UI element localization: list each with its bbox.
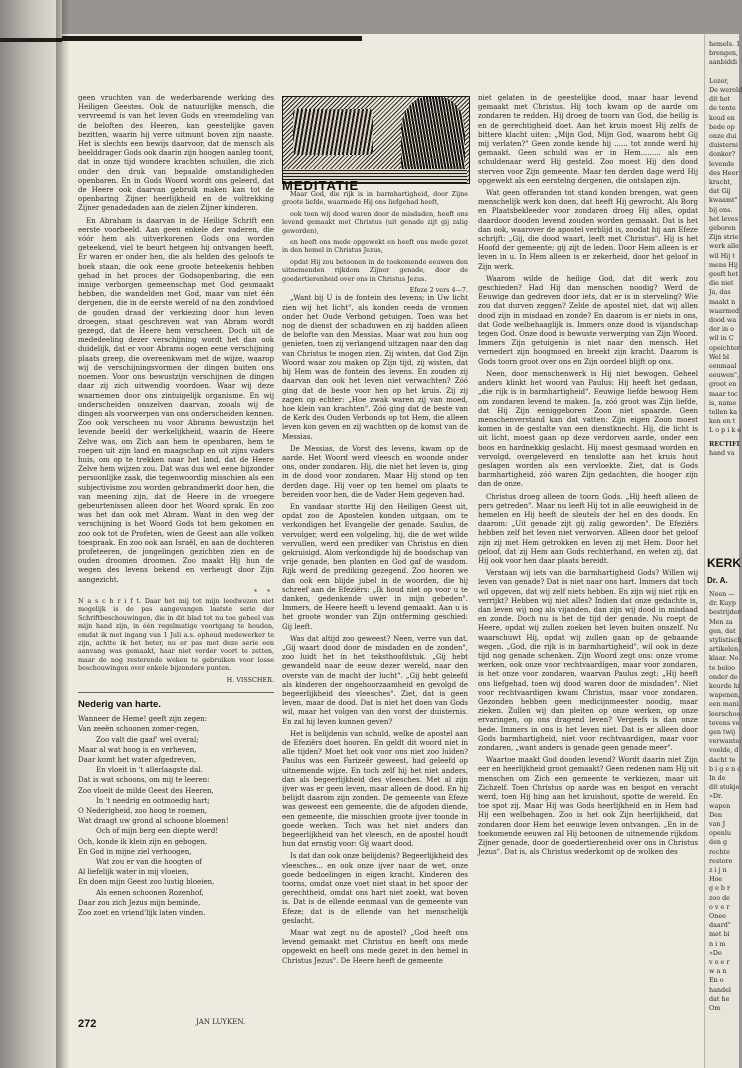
poem-author: JAN LUYKEN. — [196, 1018, 246, 1026]
next-page-text-fragment: is, name — [709, 398, 737, 407]
next-page-text-fragment: aanbiddi — [709, 58, 738, 67]
paragraph: Is dat dan ook onze belijdenis? Begeerlijkheid des vleesches... en ook onze ijver naar de wet, onze goede bedoelingen in eigen kracht. Kinderen des toorns, omdat onze voet niet staat in het spoor der gerechtheid, omdat ons hart niet zoekt, wat boven is. Dat is de ellende eenmaal van de gemeente van Efeze; dat is de ellende van het menschelijk geslacht. — [282, 852, 468, 925]
next-page-text-fragment: werk alle — [709, 242, 739, 251]
next-page-text-fragment: eeuwen", — [709, 371, 740, 380]
paragraph: En Abraham is daarvan in de Heilige Schrift een eerste voorbeeld. Aan geen enkele der vaderen, die vóór hem als uitverkorenen Gods ons worden geteekend, viel te beurt hetgeen hij ontvangen heeft. Er waren er onder hen, die als helden des geloofs te boek staan, die ook eene groote beteekenis hebben gehad in het proces der Godsopenbaring, die een innige verborgen gemeenschap met God gesmaakt hebben, die wandelden met God, maar van niet één dergenen, die in de eerste wereld of na den zondvloed de gouden draad der verkiezing door hun leven droegen, staat geschreven wat van Abram wordt gezegd, dat de Heere hem verscheen. Doch uit de mededeeling dezer verschijning wordt het dan ook duidelijk, dat er voor Abrams oogen eene verschijning plaats greep, die overeenkwam met de wijze, waarop wij de verschijningsvormen der dingen buiten ons noemen. Voor ons bewustzijn verschijnen de dingen daar zij zich uitwendig voordoen. Waar wij deze waarnemen door ons zintuigelijk organisme. En wij onderscheiden onszelven daarvan, zooals wij de dingen als voorwerpen van ons onderscheiden kennen. Zoo ook verscheen nu voor Abrams bewustzijn het levende beeld der werkelijkheid, waarin de Heere Zelve was, om Zich aan hem te openbaren, hem te roepen uit zijn land en maagschap en uit zijns vaders huis, om op te trekken naar het land, dat de Heere Zelve hem wijzen zou. Dat was dus wel eene bijzonder persoonlijke zaak, die tegenwoordig misschien als een subjectivisme zou worden gebrandmerkt door hen, die van meening zijn, dat de Heere in de vroegere gebeurtenissen alleen door het Woord sprak. En zoo was het dan ook met Abram. Want in den weg der verschijning is het Woord Gods tot hem gekomen en zoo ook tot de Profeten, wien de Geest aan alle volken toespraak. En zoo ook aan Israël, en aan de dochteren profeteeren, de jongelingen gezichten zien en de ouden droomen droomen. Zoo maakt Hij hun de wegen des levens bekend en verheugt door Zijn aangezicht. — [78, 216, 274, 584]
next-page-text-fragment: dat Gij — [709, 187, 731, 196]
next-page-text-fragment: groot en — [709, 380, 737, 389]
next-page-text-fragment: bestrijder — [709, 608, 741, 617]
next-page-text-fragment: stylistisch — [709, 636, 742, 644]
postscript-note: N a s c h r i f t. Daar het mij tot mijn leedwezen niet mogelijk is de pas aangevangen laatste serie der Schriftbeschouwingen, die in dit blad tot nu toe geheel van mijn hand zijn, in één regelmatige voortgang te houden, omdat ik met ingang van 1 Juli a.s. ophoud medewerker te zijn, achtte ik het beter, nu er pas met deze serie een aanvang was gemaakt, haar niet verder voort te zetten, maar de nog resterende weken te gebruiken voor losse beschouwingen over enkele bijzondere punten. — [78, 596, 274, 673]
poem-line: Maar al wat hoog is en verheven, — [78, 745, 197, 754]
next-page-text-fragment: Om — [709, 1004, 721, 1012]
next-page-text-fragment: ken en t — [709, 417, 736, 426]
next-page-author-fragment: Dr. A. — [707, 576, 728, 585]
next-page-text-fragment: zoo de — [709, 893, 730, 902]
next-page-text-fragment: opeichter — [709, 343, 740, 352]
column-divider — [78, 692, 274, 693]
next-page-text-fragment: Hoe — [709, 875, 723, 884]
next-page-text-fragment: Lezer, — [709, 76, 729, 85]
next-page-text-fragment: den g — [709, 838, 728, 847]
poem-line: Zoo valt die gaaf' wel overal; — [96, 735, 199, 744]
next-page-text-fragment: z i j n — [709, 866, 727, 874]
poem-line: Och, konde ik klein zijn en gebogen, — [78, 837, 208, 846]
next-page-rectification-fragment: hand va — [709, 448, 735, 457]
next-page-text-fragment: dacht te — [709, 755, 736, 764]
poem-line: Als eenen schoonen Rozenhof, — [96, 888, 204, 897]
next-page-text-fragment: Zijn strie — [709, 233, 739, 242]
paragraph: Waarom wilde de heilige God, dat dit werk zou geschieden? Had Hij dan menschen noodig? Werd de Eeuwige dan gedreven door iets, dat er is in sterveling? Wie zou dat durven zeggen? Zelde de apostel niet, dat wij allen dood zijn in misdaad en zonde? En daarom is er niets in ons, dat Gode welbehaaglijk is. Immers onze dood is vijandschap tegen God. Onze dood is bewuste verwerping van Zijn Woord. Immers Zijn getuigenis is niet naar den mensch. Het vernedert zijn hoogmoed en breekt zijn kracht. Daarom is Gods toorn groot over ons en Zijn oordeel blijft op ons. — [478, 274, 698, 366]
next-page-text-fragment: n i m — [709, 939, 726, 948]
next-page-text-fragment: tevens ve — [709, 718, 740, 727]
paragraph: Verstaan wij iets van die barmhartigheid Gods? Willen wij leven van genade? Dat is niet naar ons hart. Immers dat toch wil opgeven, dat wij zelf niets hebben. En zijn wij niet rijk en verrijkt? Hebben wij niet alles? Indien dat onze gedachte is, dan leven wij nog als vijanden, dan zijn wij dood in misdaad en zonde. Doch nu is het de tijd der genade. Nu roept de Heere, opdat wij zullen zoeken het leven buiten onszelf. Nu waarschuwt Hij, opdat wij zullen gaan op de gebaande wegen. „God, die rijk is in barmhartigheid", wil ook in deze tijd nog genade schenken. Zijn Woord zegt ons: onze vrome werken, ook onze voor rechtvaardigen, maar voor zondaren, is het onze voor zondaren, waarvan Paulus zegt: „Hij heeft ons liefgehad, toen wij dood waren door de misdaden". Niet voor rechtvaardigen kwam Christus, maar voor zondaren. Gezonden hebben geen medicijnmeester noodig, maar zieken. Zullen wij dan pleiten op onze werken, op onze ervaringen, op ons dragend leven? Vergeefs is dan onze bede. Immers in ons is het leven niet. Dat is er alleen door Gods barmhartigheid, niet voor rechtvaardigen, maar voor zondaren, „want anders is genade geen genade meer". — [478, 569, 698, 753]
poem-line: Daar zou zich Jezus mijn beminde, — [78, 898, 201, 907]
poem-line: En God in mijne ziel verhoogen, — [78, 847, 192, 856]
next-page-text-fragment: g e b r — [709, 884, 731, 893]
next-page-text-fragment: dat he — [709, 994, 730, 1003]
previous-page-edge — [0, 0, 62, 1068]
next-page-text-fragment: Men za — [709, 617, 733, 626]
next-page-text-fragment: de tente — [709, 104, 736, 113]
poem-lines — [78, 714, 274, 918]
next-page-text-fragment: dr. Kuyp — [709, 599, 736, 608]
next-page-text-fragment: verwante: — [709, 737, 742, 746]
next-page-text-fragment: waarmed — [709, 306, 740, 315]
next-page-text-fragment: handel — [709, 985, 731, 994]
paragraph: Was dat altijd zoo geweest? Neen, verre van dat. „Gij waart dood door de misdaden en de zonden", zoo luidt het in het teksthoofdstuk. „Gij hebt gewandeld naar de eeuw dezer wereld, naar den overste van de macht der lucht". „Gij hebt geleefd als kinderen der ongehoorzaamheid en gevolgd de begeerlijkheid des vleesches". Ziet, dat is geen leven, maar de dood. Dat is niet het doen van Gods wil, maar het volgen van den vorst der duisternis. En zal hij leven kunnen geven? — [282, 634, 468, 726]
paragraph: Wat geen offeranden tot stand konden brengen, wat geen menschelijk werk kon doen, dat heeft Hij gewrocht. Als Borg en Plaatsbekleeder voor zondaren droeg Hij alles, opdat daardoor dooden levend zouden worden gemaakt. Dat is het dan ook, waarover de apostel verblijd is, zoodat hij aan Efeze schrijft: „Gij, die dood waart, leeft met Christus". Hij is het Hoofd der gemeente; gij zijt de leden. Door Hem alleen is er leven in u. In Hem alleen is er zekerheid, door het geloof in Zijn werk. — [478, 189, 698, 271]
poem-title: Nederig van harte. — [78, 699, 161, 710]
poem-line: Al liefelijk water in mij vloeien, — [78, 868, 189, 877]
next-page-text-fragment: duisterni — [709, 141, 739, 150]
next-page-text-fragment: leerschoo — [709, 709, 741, 718]
poem-line: In 't needrig en ootmoedig hart; — [96, 796, 210, 805]
next-page-text-fragment: Den — [709, 810, 723, 819]
poem-line: Wat zou er van die hoogten of — [96, 858, 203, 867]
next-page-text-fragment: Wel bl — [709, 352, 730, 361]
meditation-title: MEDITATIE — [282, 178, 360, 193]
next-page-text-fragment: tellen ka — [709, 408, 738, 416]
next-page-text-fragment: wapen — [709, 801, 731, 810]
poem-line: Och of mijn berg een diepte werd! — [96, 827, 219, 836]
next-page-rectification-fragment: RECTIFI — [709, 439, 740, 448]
paragraph: De Messias, de Vorst des levens, kwam op de aarde. Het Woord werd vleesch en woonde onder ons, onder zondaren. Hij, die niet het leven is, ging in de dood voor zondaren. Maar Hij stond op ten derden dage. Hij voer op ten hemel om plaats te bereiden voor hen, die de Vader Hem gegeven had. — [282, 444, 468, 499]
next-page-text-fragment: geboren — [709, 224, 736, 232]
next-page-text-fragment: dood wa — [709, 316, 737, 324]
header-rule — [62, 36, 362, 41]
poem-line: Zoo zoet en vriend'lijk laten vinden. — [78, 909, 206, 918]
poem-line: En doen mijn Geest zoo lustig bloeien, — [78, 878, 215, 887]
next-page-text-fragment: w a n — [709, 967, 727, 976]
poem — [78, 700, 274, 1030]
next-page-text-fragment: restore — [709, 856, 733, 865]
scripture-reference: Efeze 2 vers 4—7. — [409, 286, 468, 295]
right-column — [478, 94, 698, 1008]
next-page-text-fragment: v o e r — [709, 958, 730, 966]
next-page-edge — [704, 34, 742, 1068]
poem-line: O Nederigheid, zoo hoog te roemen, — [78, 807, 208, 816]
next-page-text-fragment: onder de — [709, 672, 738, 681]
next-page-text-fragment: eenmaal — [709, 362, 737, 370]
next-page-text-fragment: maar toc — [709, 389, 738, 398]
paragraph: Christus droeg alleen de toorn Gods. „Hij heeft alleen de pers getreden". Maar nu leeft Hij tot in alle eeuwigheid in de hemelen en Hij heeft de sleutels der hel en des doods. En daarom: „Uit genade zijt gij zalig geworden". De Efeziërs hebben zelf het leven niet verworven. Alleen door het geloof zijn zij met Hem getrokken en leven zij met Hem. Door het geloof, dat zij Hem aan Gods rechterhand, en weten zij, dat Hij ook voor hen daar plaats bereidt. — [478, 492, 698, 565]
paragraph: geen vruchten van de wederbarende werking des Heiligen Geestes. Ook de natuurlijke mensch, die vervreemd is van het leven Gods en vreemdeling van de beloften des Heeren, kan geestelijke gaven bezitten, waarin hij verre uitmunt boven zijn naaste. Het is slechts een bewijs daarvoor, dat de mensch als beelddrager Gods ook daarin zijn hoogen aanleg toont, dat in onze tijd wondere krachten schuilen, die zich onder den druk van bepaalde omstandigheden openbaren. En in Gods Woord wordt ons geleerd, dat de Heere ook daarvan gebruik maken kan tot de openbaring Zijner heerlijkheid en de voltrekking Zijner genadedaden aan de zielen Zijner kinderen. — [78, 94, 274, 213]
left-column — [78, 94, 274, 696]
next-page-text-fragment: het leves — [709, 214, 738, 223]
next-page-text-fragment: b i g e n c — [709, 764, 741, 773]
next-page-text-fragment: L o p i k e — [709, 426, 742, 435]
paragraph: Maar wat zegt nu de apostel? „God heeft ons levend gemaakt met Christus en heeft ons mede opgewekt en heeft ons mede gezet in den hemel in Christus Jezus". De Heere heeft de gemeente — [282, 929, 468, 965]
next-page-text-fragment: »De — [709, 948, 722, 957]
next-page-text-fragment: wapenen, — [709, 691, 741, 700]
next-page-text-fragment: En o — [709, 976, 724, 985]
next-page-text-fragment: gen, dat — [709, 626, 736, 635]
next-page-heading-fragment: KERK — [707, 556, 742, 570]
page-number: 272 — [78, 1018, 97, 1030]
poem-line: Dat is wat schoons, om mij te leeren: — [78, 776, 210, 785]
next-page-text-fragment: levende — [709, 159, 735, 168]
next-page-text-fragment: geeft het — [709, 270, 739, 278]
next-page-text-fragment: te beloo — [709, 663, 735, 672]
poem-line: Daar komt het water afgedreven, — [78, 756, 197, 765]
scripture-quote-verse: en heeft ons mede opgewekt en heeft ons mede gezet in den hemel in Christus Jezus, — [282, 238, 468, 255]
next-page-text-fragment: klaar. No — [709, 654, 739, 663]
meditation-woodcut-illustration — [282, 96, 470, 184]
paragraph: En vandaar stortte Hij den Heiligen Geest uit, opdat zoo de Apostelen konden uitgaan, om te verkondigen het Evangelie der genade. Saulus, de vervolger, werd een volgeling, hij, die de wet wilde vervullen, werd een prediker van Christus en dien gekruisigd. Alom verkondigde hij de boodschap van vrije genade, ben planten en God gaf de wasdom. Rijk werd de prediking gezegend. Zoo hooren we dan ook een blijde jubel in de woorden, die hij schreef aan de Efeziërs: „Ik houd niet op voor u te danken, gedenkende uwer in mijn gebeden". Immers, de Heere heeft u levend gemaakt. Aan u is het groote wonder van Zijn ontferming geschied: Gij leeft. — [282, 502, 468, 631]
paragraph: Het is belijdenis van schuld, welke de apostel aan de Efeziërs doet hooren. En geldt dit woord niet in alle tijden? Moet het ook voor ons niet zoo luiden? Paulus was een Farizeër geweest, had geleefd op uitnemende wijze. En toch zelf hij het niet anders, dan als begeerlijkheid des vleesches. Met al zijn ijver was er geen leven, maar alleen de dood. En hij belijdt daarom zijn zonden. De gemeente van Efeze was geweest een gemeente, die de afgoden diende, een gemeente, die misschien groote ijver toonde in goede werken. Toch was het niet anders dan begeerlijkheid van het vleesch, en de apostel houdt hun dat ernstig voor: Gij waart dood. — [282, 729, 468, 849]
next-page-text-fragment: De wereld — [709, 86, 742, 94]
next-page-text-fragment: hemels. 1 — [709, 40, 741, 48]
previous-page-rule — [0, 38, 62, 42]
next-page-text-fragment: van J — [709, 820, 726, 828]
next-page-text-fragment: wil in C — [709, 334, 734, 343]
next-page-text-fragment: onze dui — [709, 132, 737, 140]
meditation-column — [282, 190, 468, 1008]
woodcut-landscape — [293, 109, 373, 155]
next-page-text-fragment: koud en — [709, 113, 735, 122]
paragraph: niet gelaten in de geestelijke dood, maar haar levend gemaakt met Christus. Hij toch kwam op de aarde om zondaren te redden. Hij droeg de toorn van God, die heilig is en de gerechtigheid doet. Aan het kruis moest Hij zelfs de bittere klacht uiten: „Mijn God, Mijn God, waarom hebt Gij mij verlaten?" Geen zonde kende hij ...... tot zonde werd hij gemaakt. Geen schuld was er in Hem......... als een schuldenaar werd Hij gesteld. Zoo moest Hij den dood sterven voor Zijn gemeente. Maar ten derden dage werd Hij opgewekt als een eerstelng dergenen, die ontslapen zijn. — [478, 94, 698, 185]
poem-line: En vloeit in 't allerlaagste dal. — [96, 766, 203, 775]
next-page-text-fragment: kracht, — [709, 178, 733, 186]
next-page-text-fragment: maakt n — [709, 297, 736, 306]
paragraph: Waartoe maakt God dooden levend? Wordt daarin niet Zijn eer en heerlijkheid groot gemaakt? Geen redenen nam Hij uit menschen om Zich een gemeente te verkiezen, maar uit Zichzelf. Toen Christus op aarde was en bespot en veracht werd, toen Hij hing aan het kruishout, spotte de wereld. En toe spot zij. Maar Hij was Gods heerlijkheid en in Hem had Hij een welbehagen. Zoo is het ook Zijn heerlijkheid, dat zondaren door Hem het eeuwige leven ontvangen. „En in de toekomende eeuwen zal Hij betoonen de uitnemende rijkdom Zijner genade, door de goedertierenheid over ons in Christus Jezus". Dat is, als Christus wederkomt op de wolken des — [478, 756, 698, 857]
section-asterisks: * * — [254, 588, 274, 596]
scripture-quote-verse: opdat Hij zou betoonen in de toekomende eeuwen den uitnemenden rijkdom Zijner genade, door de goedertierenheid over ons in Christus Jezus. — [282, 257, 468, 283]
next-page-text-fragment: voelde, d — [709, 746, 739, 755]
next-page-text-fragment: Ja, das — [709, 288, 731, 297]
next-page-text-fragment: Onee — [709, 912, 726, 920]
next-page-text-fragment: donker? — [709, 150, 736, 159]
next-page-text-fragment: een mani — [709, 700, 739, 709]
next-page-text-fragment: keurde hi — [709, 682, 740, 690]
next-page-text-fragment: dit het — [709, 95, 731, 104]
binding-gutter — [56, 0, 70, 1068]
poem-line: Van zeeën schoonen zomer-regen, — [78, 725, 200, 734]
next-page-text-fragment: kwaamt" — [709, 196, 738, 205]
next-page-text-fragment: rechte — [709, 847, 730, 856]
next-page-text-fragment: openlu — [709, 829, 731, 838]
next-page-text-fragment: gen twij — [709, 728, 736, 736]
scripture-quote-verse: ook toen wij dood waren door de misdaden, heeft ons levend gemaakt met Christus (uit genade zijt gij zalig geworden), — [282, 209, 468, 235]
next-page-text-fragment: In de — [709, 774, 726, 782]
poem-line: Wat draagt uw grond al schoone bloemen! — [78, 817, 229, 826]
next-page-text-fragment: bij ons. — [709, 205, 733, 214]
next-page-text-fragment: brengen, — [709, 49, 739, 58]
next-page-text-fragment: artikelen, — [709, 645, 741, 654]
next-page-text-fragment: »Dr. — [709, 792, 723, 801]
next-page-text-fragment: Neen — — [709, 590, 735, 598]
paragraph: Neen, door menschenwerk is Hij niet bewogen. Geheel anders klinkt het woord van Paulus: Hij heeft het gedaan, „die rijk is in barmhartigheid". Eeuwige liefde bewoog Hem om zondaren levend te maken. Ja, zóó groot was Zijn liefde, dat Hij Zijn eeniggeboren Zoon niet spaarde. Geen menschenverstand kan dat vatten: Zijn eigen Zoon moest komen in de gestalte van een dienstknecht. Hij, die licht is uit licht, moest gaan op deze verdorven aarde, onder een boos en hardnekkig geslacht. Hij moest gesmaad worden en vervolgd, overgeleverd en tenslotte aan het kruis hout geslagen worden als een vervloekte. Ziet, dat is Gods barmhartigheid, zóó waren Zijn gedachten, die hooger zijn dan de onze. — [478, 369, 698, 489]
next-page-text-fragment: des Heer — [709, 168, 739, 177]
next-page-text-fragment: daard" — [709, 921, 731, 930]
next-page-text-fragment: met bi — [709, 930, 730, 939]
next-page-text-fragment: der in o — [709, 325, 734, 334]
postscript-signature: H. VISSCHER. — [226, 675, 274, 684]
next-page-text-fragment: mens Hij — [709, 260, 738, 269]
next-page-text-fragment: bede op — [709, 122, 735, 131]
next-page-text-fragment: wil Hij t — [709, 251, 735, 260]
poem-line: Wanneer de Heme! geeft zijn zegen: — [78, 715, 208, 724]
next-page-text-fragment: o v e r — [709, 902, 730, 911]
next-page-text-fragment: dit stukje — [709, 783, 740, 792]
next-page-text-fragment: die niet — [709, 279, 734, 288]
scripture-quote-verse: Maar God, die rijk is in barmhartigheid, door Zijne groote liefde, waarmede Hij ons liefgehad heeft, — [282, 190, 468, 207]
poem-line: Zoo vloeit de milde Geest des Heeren, — [78, 786, 214, 795]
paragraph: „Want bij U is de fontein des levens; in Uw licht zien wij het licht", als konden reeds de vromen onder het Oude Verbond getuigen. Toen was het nog de dienst der schaduwen en zij hadden alleen de belofte van den Messias. Maar wat zou hun oog genieten, toen zij verlangend uitzagen naar den dag van Christus te mogen zien. Zij wisten, dat God Zijn Woord waar zou maken op Zijn tijd, zij wisten, dat bij Hem was de fontein des levens. En zouden zij daarvan dan ook het leven niet verwachten? Zóó ging dat de beste voor hen op het kruis. Zij zij zagen op echter: „Hoe zwak waren zij van moed, hoe klein van krachten". Zóó ging dat de beste van de Kerk des Ouden Verbonds op tot Hem, die alleen leven kon geven en zij wachtten op de komst van de Messias. — [282, 294, 468, 441]
